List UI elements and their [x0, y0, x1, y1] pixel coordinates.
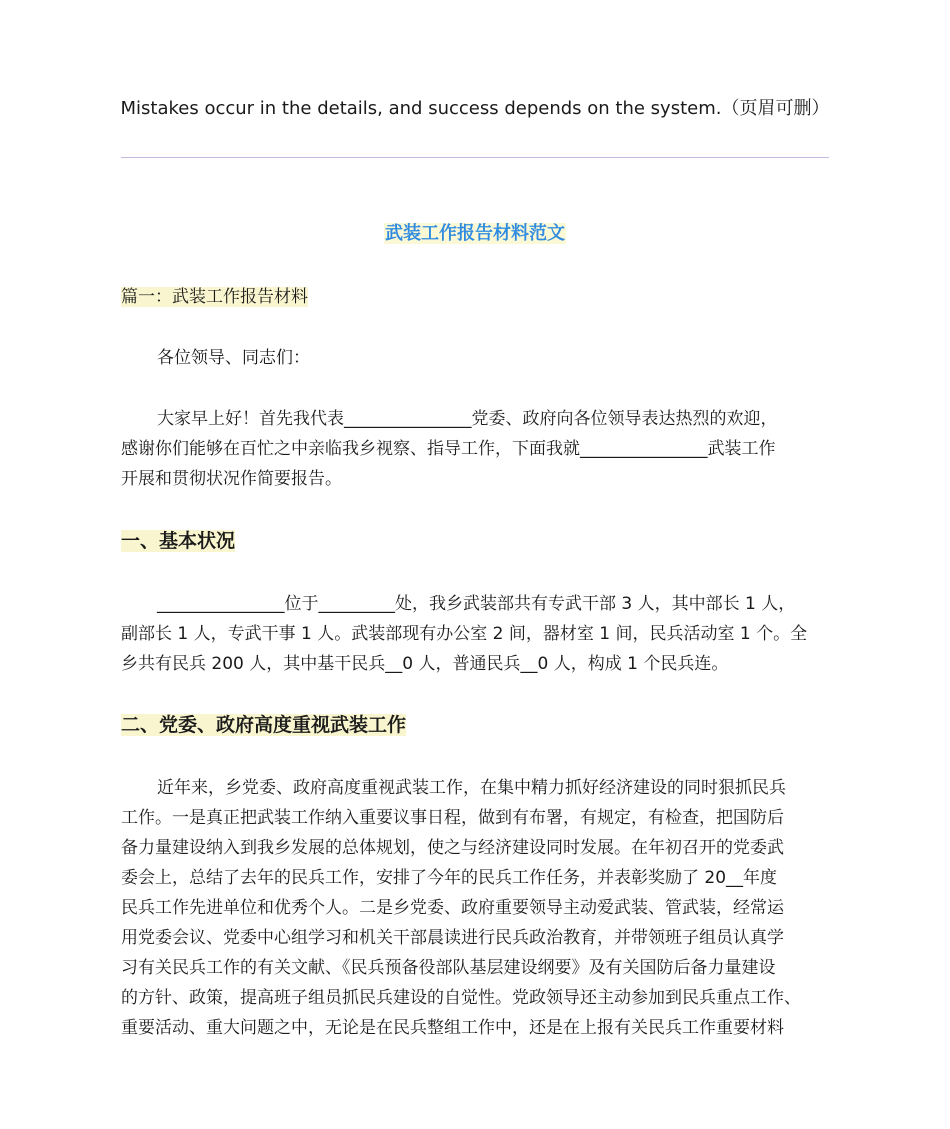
header-divider [121, 157, 829, 158]
intro-line: 开展和贯彻状况作简要报告。 [121, 469, 342, 489]
document-title-wrap [0, 221, 950, 247]
section1-line: 乡共有民兵 200 人，其中基干民兵__0 人，普通民兵__0 人，构成 1 个民兵连。 [121, 654, 729, 674]
section2-line: 习有关民兵工作的有关文献、《民兵预备役部队基层建设纲要》及有关国防后备力量建设 [121, 958, 776, 978]
section2-line: 委会上，总结了去年的民兵工作，安排了今年的民兵工作任务，并表彰奖励了 20__年度 [121, 868, 778, 888]
intro-line: 感谢你们能够在百忙之中亲临我乡视察、指导工作，下面我就_______________武装工作 [121, 439, 776, 459]
section2-heading: 二、党委、政府高度重视武装工作 [121, 714, 407, 736]
greeting-line: 各位领导、同志们： [157, 348, 310, 368]
section2-line: 近年来，乡党委、政府高度重视武装工作，在集中精力抓好经济建设的同时狠抓民兵 [157, 778, 786, 798]
intro-line: 大家早上好！首先我代表_______________党委、政府向各位领导表达热烈的欢迎， [157, 409, 778, 429]
part-label: 篇一：武装工作报告材料 [121, 287, 308, 307]
section2-heading-wrap [121, 711, 406, 739]
section2-line: 民兵工作先进单位和优秀个人。二是乡党委、政府重要领导主动爱武装、管武装，经常运 [121, 898, 784, 918]
section1-heading: 一、基本状况 [121, 530, 236, 552]
section2-line: 备力量建设纳入到我乡发展的总体规划，使之与经济建设同时发展。在年初召开的党委武 [121, 838, 784, 858]
section2-line: 的方针、政策，提高班子组员抓民兵建设的自觉性。党政领导还主动参加到民兵重点工作、 [121, 988, 801, 1008]
section1-line: 副部长 1 人，专武干事 1 人。武装部现有办公室 2 间，器材室 1 间，民兵活动室 1 个。全 [121, 624, 808, 644]
greeting-paragraph [121, 343, 831, 373]
section1-line: _______________位于_________处，我乡武装部共有专武干部 3 人，其中部长 1 人， [157, 594, 796, 614]
part-label-wrap [121, 284, 308, 310]
section2-line: 重要活动、重大问题之中，无论是在民兵整组工作中，还是在上报有关民兵工作重要材料 [121, 1018, 784, 1038]
intro-paragraph [121, 404, 831, 494]
document-title: 武装工作报告材料范文 [385, 223, 565, 244]
section2-paragraph [121, 773, 831, 1043]
section1-paragraph [121, 589, 831, 679]
page-header-text: Mistakes occur in the details, and success depends on the system.（页眉可删） [120, 98, 830, 119]
section2-line: 工作。一是真正把武装工作纳入重要议事日程，做到有布署，有规定，有检查，把国防后 [121, 808, 784, 828]
section2-line: 用党委会议、党委中心组学习和机关干部晨读进行民兵政治教育，并带领班子组员认真学 [121, 928, 784, 948]
section1-heading-wrap [121, 527, 235, 555]
